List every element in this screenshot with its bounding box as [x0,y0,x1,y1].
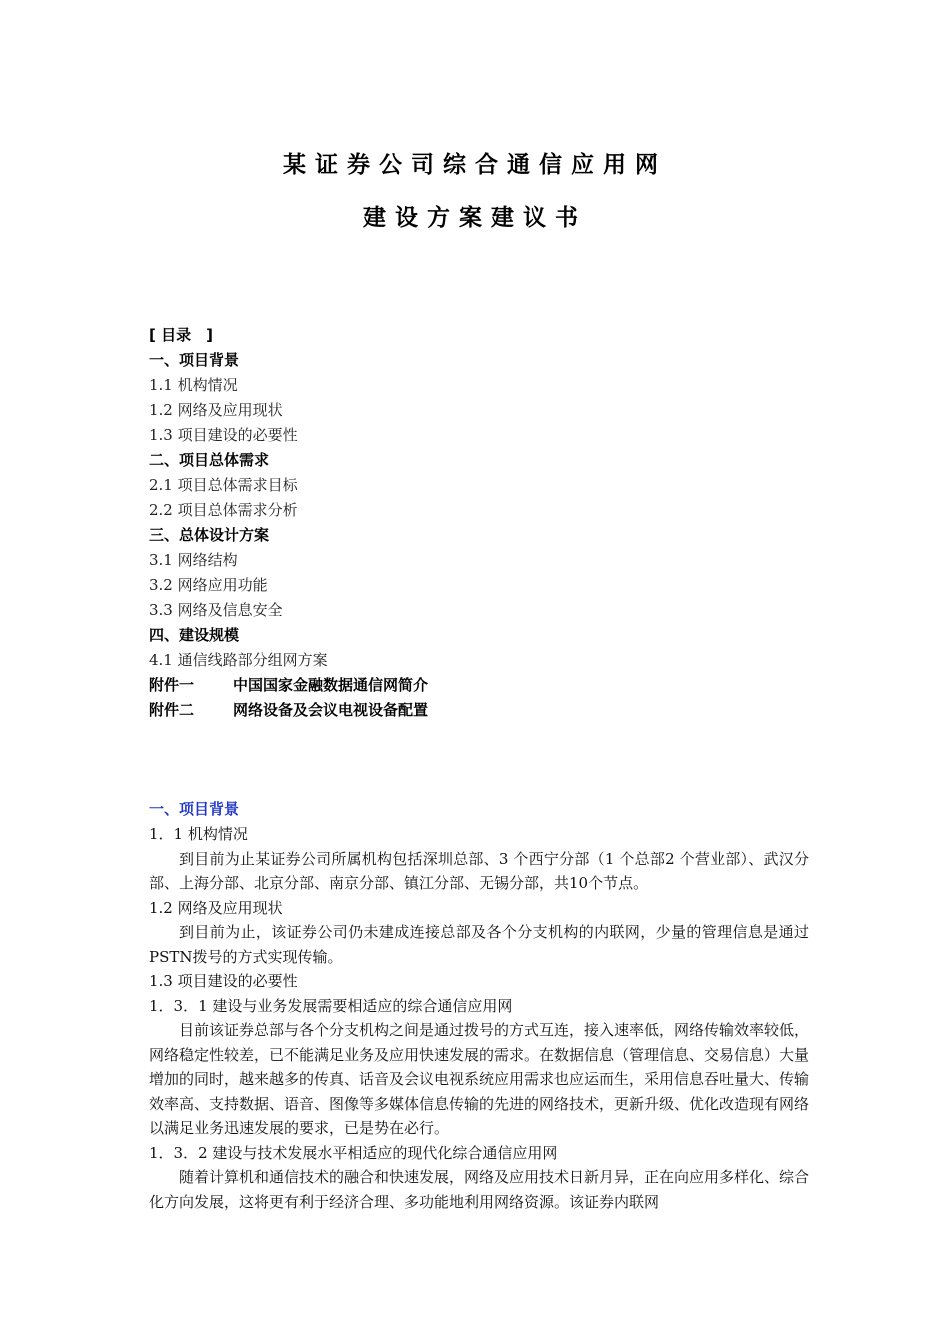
document-body [149,796,809,1214]
paragraph: 随着计算机和通信技术的融合和快速发展，网络及应用技术日新月异，正在向应用多样化、综合化方向发展，这将更有利于经济合理、多功能地利用网络资源。该证券内联网 [149,1168,810,1211]
toc-item: 二、项目总体需求 [149,451,270,469]
toc-item: 三、总体设计方案 [149,526,270,544]
toc-item: 四、建设规模 [149,626,240,644]
toc-appendix [149,673,809,698]
subsection-heading: 1．3．2 建设与技术发展水平相适应的现代化综合通信应用网 [149,1143,558,1162]
toc-heading: [ 目录 ] [149,326,213,344]
subsection-heading: 1．3．1 建设与业务发展需要相适应的综合通信应用网 [149,996,513,1015]
toc-item: 3.1 网络结构 [149,551,238,569]
toc-item: 1.2 网络及应用现状 [149,401,283,419]
toc-item: 1.3 项目建设的必要性 [149,426,298,444]
toc-item: 一、项目背景 [149,351,240,369]
document-title-line1: 某证券公司综合通信应用网 [283,152,667,178]
paragraph: 到目前为止某证券公司所属机构包括深圳总部、3 个西宁分部（1 个总部2 个营业部）、武汉分部、上海分部、北京分部、南京分部、镇江分部、无锡分部，共10个节点。 [149,849,809,892]
toc-item: 4.1 通信线路部分组网方案 [149,651,328,669]
appendix-title: 中国国家金融数据通信网简介 [233,676,429,694]
appendix-label: 附件二 [149,701,195,719]
table-of-contents [149,323,809,723]
toc-item: 2.2 项目总体需求分析 [149,501,298,519]
toc-item: 3.3 网络及信息安全 [149,601,283,619]
toc-appendix [149,698,809,723]
subsection-heading: 1.2 网络及应用现状 [149,898,283,917]
appendix-label: 附件一 [149,676,195,694]
toc-item: 3.2 网络应用功能 [149,576,268,594]
toc-item: 2.1 项目总体需求目标 [149,476,298,494]
subsection-heading: 1.3 项目建设的必要性 [149,972,298,990]
document-title-line2: 建设方案建议书 [363,205,587,231]
appendix-title: 网络设备及会议电视设备配置 [233,701,429,719]
section-heading: 一、项目背景 [149,800,240,818]
toc-item: 1.1 机构情况 [149,376,238,394]
paragraph: 到目前为止，该证券公司仍未建成连接总部及各个分支机构的内联网，少量的管理信息是通过PSTN拨号的方式实现传输。 [149,923,809,966]
paragraph: 目前该证券总部与各个分支机构之间是通过拨号的方式互连，接入速率低，网络传输效率较低，网络稳定性较差，已不能满足业务及应用快速发展的需求。在数据信息（管理信息、交易信息）大量增加的同时，越来越多的传真、话音及会议电视系统应用需求也应运而生，采用信息吞吐量大、传输效率高、支持数据、语音、图像等多媒体信息传输的先进的网络技术，更新升级、优化改造现有网络以满足业务迅速发展的要求，已是势在必行。 [149,1021,810,1137]
subsection-heading: 1．1 机构情况 [149,825,248,843]
